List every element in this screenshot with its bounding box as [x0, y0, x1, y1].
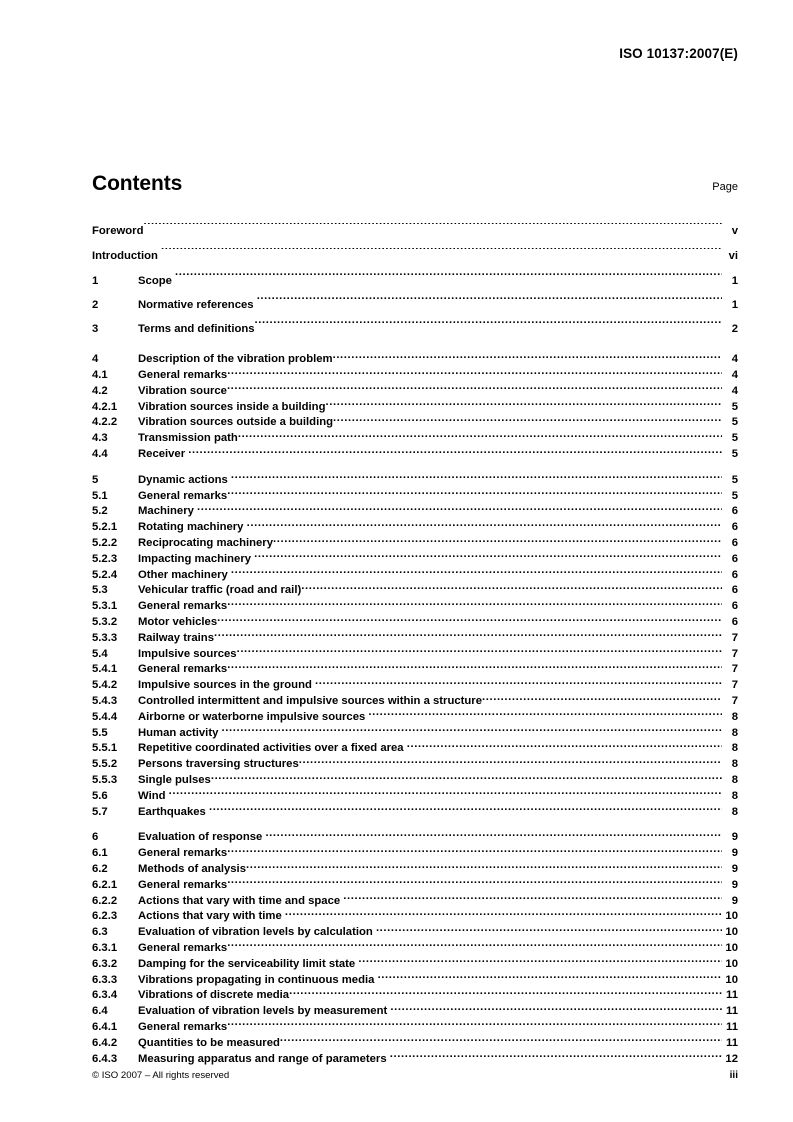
toc-entry-number: 5.5.2 — [92, 758, 118, 771]
toc-leader-dots — [299, 756, 722, 767]
toc-entry[interactable] — [92, 219, 738, 244]
toc-entry-number: 6.3.3 — [92, 973, 118, 986]
toc-entry[interactable] — [92, 955, 738, 971]
toc-entry-label: Receiver — [138, 448, 189, 461]
toc-leader-dots — [227, 940, 722, 951]
toc-entry-page-number: 5 — [731, 432, 738, 445]
toc-entry-label: General remarks — [138, 489, 228, 502]
toc-entry-number: 6.3.1 — [92, 941, 118, 954]
toc-entry-number: 5.3.2 — [92, 616, 118, 629]
toc-entry-page-number: 9 — [731, 863, 738, 875]
toc-entry[interactable] — [92, 582, 738, 598]
toc-leader-dots — [246, 861, 722, 872]
toc-entry[interactable] — [92, 924, 738, 940]
toc-entry-label: Methods of analysis — [138, 863, 246, 875]
toc-entry-number: 6.2.2 — [92, 894, 118, 907]
toc-entry-page-number: 9 — [731, 878, 738, 891]
toc-entry-page-number: 7 — [731, 679, 738, 692]
toc-entry-label: Dynamic actions — [138, 473, 231, 486]
toc-entry-label: Measuring apparatus and range of parameters — [138, 1052, 390, 1065]
toc-entry-number: 5.2.3 — [92, 552, 118, 565]
toc-entry[interactable] — [92, 630, 738, 646]
toc-entry-page-number: 1 — [731, 299, 738, 311]
toc-entry-label: Transmission path — [138, 432, 238, 445]
toc-entry-number: 5.5 — [92, 726, 108, 739]
toc-leader-dots — [390, 1003, 722, 1014]
toc-entry-label: Other machinery — [138, 568, 231, 581]
toc-entry-page-number: 4 — [731, 369, 738, 382]
toc-entry-number: 5.4.1 — [92, 663, 118, 676]
page-title: Contents — [92, 172, 183, 195]
toc-entry-label: Evaluation of vibration levels by calculation — [138, 926, 376, 939]
footer-page-number: iii — [729, 1070, 738, 1081]
toc-entry-page-number: 5 — [731, 473, 738, 486]
toc-leader-dots — [227, 383, 722, 394]
toc-entry[interactable] — [92, 317, 738, 341]
toc-entry-number: 4.1 — [92, 369, 108, 382]
toc-entry[interactable] — [92, 566, 738, 582]
toc-entry[interactable] — [92, 645, 738, 661]
toc-entry-number: 5.6 — [92, 789, 108, 802]
toc-entry-page-number: 6 — [731, 521, 738, 534]
toc-entry[interactable] — [92, 693, 738, 709]
toc-entry[interactable] — [92, 877, 738, 893]
toc-entry-label: Vibration sources inside a building — [138, 400, 326, 413]
toc-entry-number: 6.1 — [92, 847, 108, 860]
document-footer — [92, 1070, 738, 1081]
toc-entry-page-number: 9 — [731, 831, 738, 844]
toc-entry-label: Impulsive sources in the ground — [138, 679, 316, 692]
toc-entry-page-number: 10 — [725, 926, 738, 939]
toc-entry-label: Impulsive sources — [138, 647, 237, 660]
toc-entry-page-number: 8 — [731, 758, 738, 771]
toc-leader-dots — [265, 829, 722, 840]
toc-entry-page-number: 5 — [731, 400, 738, 413]
toc-entry-label: Reciprocating machinery — [138, 537, 273, 550]
toc-entry-label: Airborne or waterborne impulsive sources — [138, 710, 369, 723]
toc-leader-dots — [227, 845, 722, 856]
toc-entry-label: Machinery — [138, 505, 198, 518]
toc-entry-number: 5.7 — [92, 805, 108, 818]
toc-entry-number: 6.2.3 — [92, 910, 118, 923]
toc-entry[interactable] — [92, 535, 738, 551]
toc-leader-dots — [257, 297, 722, 308]
toc-leader-dots — [227, 367, 722, 378]
toc-entry-page-number: 6 — [731, 537, 738, 550]
toc-entry-label: General remarks — [138, 847, 228, 860]
toc-entry[interactable] — [92, 1003, 738, 1019]
toc-entry-label: Rotating machinery — [138, 521, 247, 534]
toc-entry-page-number: 8 — [731, 710, 738, 723]
toc-entry-page-number: vi — [728, 250, 738, 262]
toc-entry-label: Earthquakes — [138, 805, 209, 818]
toc-entry-label: General remarks — [138, 600, 228, 613]
toc-entry-label: Vibrations propagating in continuous media — [138, 973, 378, 986]
toc-entry[interactable] — [92, 788, 738, 804]
toc-leader-dots — [482, 693, 722, 704]
toc-entry[interactable] — [92, 1034, 738, 1050]
toc-entry[interactable] — [92, 845, 738, 861]
toc-entry[interactable] — [92, 614, 738, 630]
toc-entry-number: 5.4.3 — [92, 695, 118, 708]
toc-leader-dots — [227, 661, 722, 672]
toc-entry[interactable] — [92, 269, 738, 293]
toc-entry-page-number: 9 — [731, 894, 738, 907]
toc-leader-dots — [143, 223, 722, 234]
toc-entry-page-number: 7 — [731, 695, 738, 708]
toc-entry-page-number: 10 — [725, 910, 738, 923]
toc-entry-page-number: 8 — [731, 789, 738, 802]
toc-entry[interactable] — [92, 861, 738, 877]
table-of-contents — [92, 219, 738, 1066]
toc-entry[interactable] — [92, 293, 738, 317]
toc-entry-number: 6.4.3 — [92, 1052, 118, 1065]
toc-entry[interactable] — [92, 1050, 738, 1066]
toc-entry-page-number: 5 — [731, 416, 738, 429]
toc-leader-dots — [217, 614, 722, 625]
toc-entry-number: 6.3 — [92, 926, 108, 939]
toc-entry-number: 5.3 — [92, 584, 108, 597]
toc-entry-number: 4 — [92, 353, 99, 366]
toc-leader-dots — [301, 582, 722, 593]
toc-entry-number: 5.2.4 — [92, 568, 118, 581]
toc-entry-label: Vehicular traffic (road and rail) — [138, 584, 302, 597]
toc-entry-label: Impacting machinery — [138, 552, 255, 565]
toc-entry-number: 2 — [92, 299, 99, 311]
toc-entry[interactable] — [92, 383, 738, 399]
toc-entry-label: Evaluation of vibration levels by measurement — [138, 1005, 391, 1018]
toc-entry-number: 5.4.2 — [92, 679, 118, 692]
toc-leader-dots — [197, 503, 722, 514]
toc-entry-number: 5.1 — [92, 489, 108, 502]
toc-entry[interactable] — [92, 430, 738, 446]
copyright-notice: © ISO 2007 – All rights reserved — [92, 1070, 230, 1081]
toc-entry[interactable] — [92, 940, 738, 956]
toc-entry[interactable] — [92, 414, 738, 430]
toc-entry-number: 5.3.3 — [92, 631, 118, 644]
toc-entry[interactable] — [92, 487, 738, 503]
toc-leader-dots — [273, 535, 722, 546]
toc-entry[interactable] — [92, 472, 738, 488]
toc-entry-number: 1 — [92, 275, 99, 287]
page-column-label: Page — [712, 181, 738, 193]
toc-entry-page-number: 11 — [726, 989, 738, 1002]
toc-entry-number: 4.2.2 — [92, 416, 118, 429]
toc-leader-dots — [333, 414, 722, 425]
toc-entry-number: 5.2.1 — [92, 521, 118, 534]
toc-entry-label: Terms and definitions — [138, 323, 255, 335]
toc-leader-dots — [227, 487, 722, 498]
toc-leader-dots — [222, 724, 723, 735]
toc-entry-page-number: 6 — [731, 616, 738, 629]
toc-leader-dots — [209, 803, 722, 814]
toc-entry[interactable] — [92, 367, 738, 383]
toc-entry-page-number: 6 — [731, 552, 738, 565]
toc-entry-page-number: 8 — [731, 805, 738, 818]
toc-entry[interactable] — [92, 598, 738, 614]
toc-leader-dots — [237, 645, 722, 656]
toc-entry-page-number: 11 — [726, 1005, 738, 1018]
toc-entry-page-number: 6 — [731, 505, 738, 518]
toc-entry-number: 4.2 — [92, 384, 108, 397]
toc-entry-label: Description of the vibration problem — [138, 353, 333, 366]
toc-entry-label: General remarks — [138, 878, 228, 891]
contents-heading-row — [92, 172, 738, 196]
toc-entry-page-number: 1 — [731, 275, 738, 287]
toc-entry-number: 5.4 — [92, 647, 108, 660]
toc-entry-page-number: 11 — [726, 1036, 738, 1049]
toc-leader-dots — [333, 351, 722, 362]
toc-entry-page-number: 10 — [725, 941, 738, 954]
toc-leader-dots — [188, 446, 722, 457]
toc-entry-label: Vibration sources outside a building — [138, 416, 334, 429]
toc-leader-dots — [169, 788, 722, 799]
toc-entry-page-number: 6 — [731, 568, 738, 581]
toc-entry-page-number: 5 — [731, 448, 738, 461]
toc-entry-page-number: 7 — [731, 647, 738, 660]
toc-entry-label: Actions that vary with time and space — [138, 894, 344, 907]
toc-entry[interactable] — [92, 803, 738, 819]
toc-leader-dots — [378, 971, 722, 982]
toc-leader-dots — [254, 551, 722, 562]
toc-entry[interactable] — [92, 244, 738, 269]
toc-entry-number: 4.2.1 — [92, 400, 118, 413]
toc-entry-label: General remarks — [138, 1020, 228, 1033]
toc-entry-number: 6.3.4 — [92, 989, 118, 1002]
toc-leader-dots — [285, 908, 722, 919]
toc-entry-number: 3 — [92, 323, 99, 335]
toc-leader-dots — [325, 398, 722, 409]
toc-entry[interactable] — [92, 756, 738, 772]
toc-entry-page-number: 4 — [731, 384, 738, 397]
toc-entry-page-number: 6 — [731, 584, 738, 597]
toc-entry-label: Introduction — [92, 250, 162, 262]
toc-entry-number: 6.4.2 — [92, 1036, 118, 1049]
toc-entry-page-number: 10 — [725, 973, 738, 986]
toc-entry-page-number: 8 — [731, 726, 738, 739]
toc-leader-dots — [175, 273, 722, 284]
toc-leader-dots — [315, 677, 722, 688]
toc-entry-label: Vibration source — [138, 384, 227, 397]
toc-entry[interactable] — [92, 829, 738, 845]
toc-entry-label: Human activity — [138, 726, 222, 739]
toc-entry-label: Wind — [138, 789, 169, 802]
toc-entry-page-number: 11 — [726, 1020, 738, 1033]
toc-entry-number: 6.2.1 — [92, 878, 118, 891]
toc-entry-page-number: 5 — [731, 489, 738, 502]
toc-entry-number: 6.3.2 — [92, 957, 118, 970]
toc-entry-page-number: 4 — [731, 353, 738, 366]
toc-entry-label: Single pulses — [138, 774, 211, 787]
toc-entry-label: General remarks — [138, 941, 228, 954]
document-header-standard-ref: ISO 10137:2007(E) — [619, 46, 738, 61]
toc-entry[interactable] — [92, 551, 738, 567]
toc-entry-page-number: 12 — [725, 1052, 738, 1065]
toc-entry[interactable] — [92, 987, 738, 1003]
toc-entry-label: Vibrations of discrete media — [138, 989, 290, 1002]
toc-entry-page-number: 7 — [731, 663, 738, 676]
toc-leader-dots — [343, 892, 722, 903]
toc-entry[interactable] — [92, 971, 738, 987]
toc-leader-dots — [247, 519, 722, 530]
toc-entry-label: Foreword — [92, 225, 144, 237]
toc-entry-label: Persons traversing structures — [138, 758, 299, 771]
toc-entry-number: 5.3.1 — [92, 600, 118, 613]
toc-entry-page-number: 7 — [731, 631, 738, 644]
toc-entry-page-number: 2 — [731, 323, 738, 335]
toc-leader-dots — [289, 987, 722, 998]
toc-entry[interactable] — [92, 892, 738, 908]
toc-entry-label: Scope — [138, 275, 176, 287]
toc-leader-dots — [255, 321, 722, 332]
toc-leader-dots — [231, 566, 722, 577]
toc-entry-number: 5.2.2 — [92, 537, 118, 550]
toc-entry-number: 4.4 — [92, 448, 108, 461]
toc-entry-label: Normative references — [138, 299, 257, 311]
toc-entry-page-number: 8 — [731, 774, 738, 787]
toc-entry[interactable] — [92, 709, 738, 725]
toc-entry-label: Quantities to be measured — [138, 1036, 280, 1049]
toc-leader-dots — [376, 924, 722, 935]
toc-entry-label: Controlled intermittent and impulsive sources within a structure — [138, 695, 482, 708]
toc-entry-label: Actions that vary with time — [138, 910, 285, 923]
toc-entry-page-number: 6 — [731, 600, 738, 613]
toc-leader-dots — [368, 709, 722, 720]
toc-leader-dots — [227, 598, 722, 609]
toc-leader-dots — [227, 1019, 722, 1030]
toc-entry-label: Damping for the serviceability limit state — [138, 957, 359, 970]
toc-leader-dots — [231, 472, 722, 483]
toc-entry-label: Evaluation of response — [138, 831, 266, 844]
toc-entry[interactable] — [92, 908, 738, 924]
toc-entry-page-number: v — [731, 225, 738, 237]
toc-entry-label: General remarks — [138, 663, 228, 676]
toc-entry-label: Repetitive coordinated activities over a fixed area — [138, 742, 407, 755]
toc-entry[interactable] — [92, 677, 738, 693]
toc-entry[interactable] — [92, 503, 738, 519]
toc-entry[interactable] — [92, 1019, 738, 1035]
toc-entry[interactable] — [92, 519, 738, 535]
toc-entry-label: General remarks — [138, 369, 228, 382]
toc-leader-dots — [358, 955, 722, 966]
toc-entry[interactable] — [92, 661, 738, 677]
toc-entry-number: 6.4 — [92, 1005, 108, 1018]
toc-leader-dots — [407, 740, 722, 751]
toc-entry-page-number: 10 — [725, 957, 738, 970]
toc-entry-number: 5.2 — [92, 505, 108, 518]
toc-entry-label: Motor vehicles — [138, 616, 218, 629]
toc-entry-number: 5.5.3 — [92, 774, 118, 787]
toc-leader-dots — [390, 1050, 722, 1061]
toc-entry-page-number: 8 — [731, 742, 738, 755]
toc-leader-dots — [280, 1034, 722, 1045]
toc-entry-number: 4.3 — [92, 432, 108, 445]
toc-entry-page-number: 9 — [731, 847, 738, 860]
toc-entry[interactable] — [92, 351, 738, 367]
toc-entry-number: 5.4.4 — [92, 710, 118, 723]
toc-entry-number: 6.2 — [92, 863, 108, 875]
toc-entry[interactable] — [92, 398, 738, 414]
toc-entry-number: 5 — [92, 473, 99, 486]
toc-entry[interactable] — [92, 740, 738, 756]
toc-leader-dots — [238, 430, 722, 441]
toc-entry[interactable] — [92, 724, 738, 740]
toc-entry[interactable] — [92, 772, 738, 788]
toc-leader-dots — [161, 248, 722, 259]
toc-entry[interactable] — [92, 446, 738, 462]
toc-entry-number: 6 — [92, 831, 99, 844]
toc-leader-dots — [211, 772, 722, 783]
toc-leader-dots — [227, 877, 722, 888]
toc-entry-number: 6.4.1 — [92, 1020, 118, 1033]
toc-leader-dots — [214, 630, 722, 641]
toc-entry-label: Railway trains — [138, 631, 214, 644]
toc-entry-number: 5.5.1 — [92, 742, 118, 755]
